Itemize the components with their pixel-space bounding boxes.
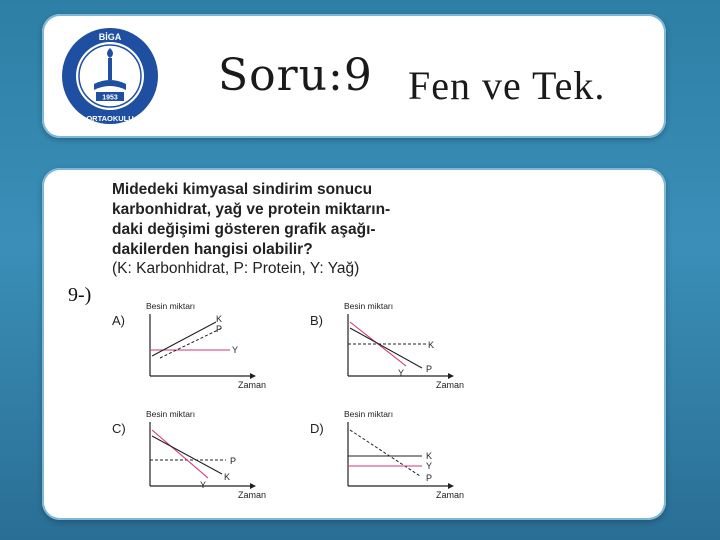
school-logo-icon — [60, 26, 160, 126]
graph-ylabel: Besin miktarı — [344, 301, 394, 311]
graph-option-label: C) — [112, 421, 126, 436]
slide-title: Soru:9 — [218, 50, 373, 101]
graph-xlabel: Zaman — [238, 490, 267, 500]
graph-series-label: P — [216, 324, 223, 334]
graph-ylabel: Besin miktarı — [146, 409, 196, 419]
graph-xlabel: Zaman — [238, 380, 267, 390]
graph-option-label: B) — [310, 313, 323, 328]
graph-series-label: P — [426, 364, 433, 374]
graph-option-label: D) — [310, 421, 324, 436]
graph-series-label: K — [216, 314, 223, 324]
graph-series-label: P — [230, 456, 237, 466]
logo-year: 1953 — [102, 94, 118, 102]
logo-top-text: BİGA — [98, 32, 122, 42]
question-legend: (K: Karbonhidrat, P: Protein, Y: Yağ) — [112, 260, 360, 277]
title-card — [42, 14, 666, 138]
graph-series-label: K — [428, 340, 435, 350]
question-line: Midedeki kimyasal sindirim sonucu — [112, 181, 373, 198]
graph-ylabel: Besin miktarı — [146, 301, 196, 311]
question-line: dakilerden hangisi olabilir? — [112, 241, 313, 258]
graph-option-c[interactable] — [112, 406, 292, 518]
graph-series-label: K — [426, 451, 433, 461]
graph-series-label: Y — [200, 480, 207, 490]
graph-series-label: Y — [232, 345, 239, 355]
question-line: daki değişimi gösteren grafik aşağı- — [112, 221, 376, 238]
slide-subtitle: Fen ve Tek. — [408, 63, 606, 108]
question-number: 9-) — [68, 284, 92, 306]
graph-series-label: K — [224, 472, 231, 482]
graph-option-label: A) — [112, 313, 125, 328]
graph-series-label: Y — [426, 461, 433, 471]
logo-bottom-text: ORTAOKULU — [86, 114, 134, 123]
question-text — [112, 180, 522, 260]
graph-option-b[interactable] — [310, 298, 490, 410]
content-card — [42, 168, 666, 520]
graph-option-a[interactable] — [112, 298, 292, 410]
graph-ylabel: Besin miktarı — [344, 409, 394, 419]
graph-option-d[interactable] — [310, 406, 490, 518]
graph-xlabel: Zaman — [436, 490, 465, 500]
graph-series-label: P — [426, 473, 433, 483]
graph-xlabel: Zaman — [436, 380, 465, 390]
question-line: karbonhidrat, yağ ve protein miktarın- — [112, 201, 391, 218]
graph-series-label: Y — [398, 368, 405, 378]
